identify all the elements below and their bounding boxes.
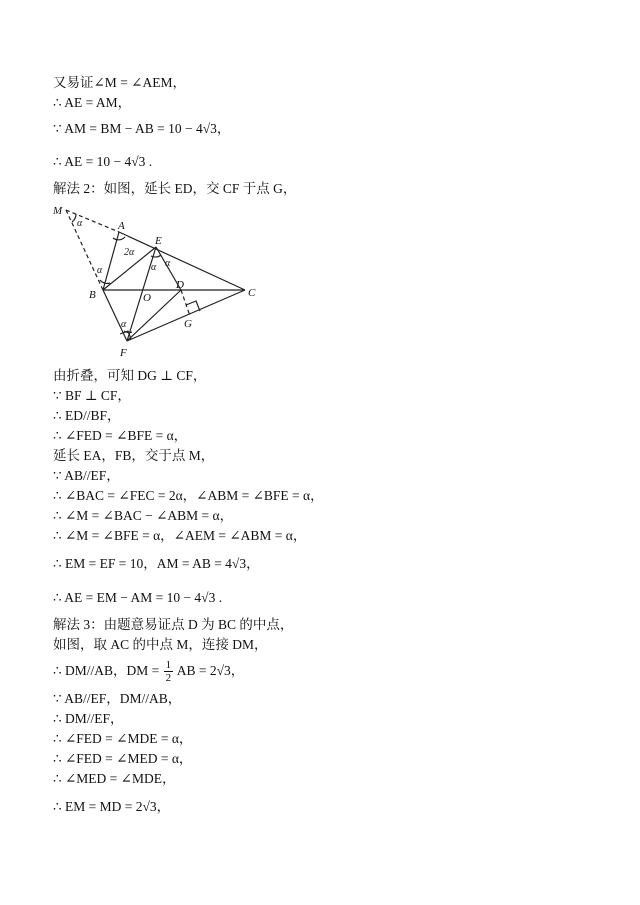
point-label-f: F	[120, 347, 127, 359]
point-label-o: O	[143, 292, 151, 304]
text-line: 解法 2：如图，延长 ED，交 CF 于点 G，	[53, 181, 297, 196]
geometry-figure	[50, 198, 270, 363]
text-line: ∵ AM = BM − AB = 10 − 4√3，	[53, 121, 231, 136]
text-line: ∴ AE = EM − AM = 10 − 4√3 .	[53, 590, 223, 605]
angle-arc-m	[72, 214, 76, 222]
angle-label-f: α	[121, 319, 127, 330]
point-label-c: C	[248, 287, 256, 299]
text-line: ∴ EM = MD = 2√3，	[53, 799, 171, 814]
text-line: 由折叠，可知 DG ⊥ CF，	[53, 368, 207, 383]
angle-label-e1: α	[151, 262, 157, 273]
text-line: ∴ ∠FED = ∠BFE = α，	[53, 428, 188, 443]
fraction	[164, 659, 174, 684]
text-line-fraction	[53, 656, 244, 686]
point-label-g: G	[184, 318, 192, 330]
text-line: ∵ AB//EF，	[53, 468, 120, 483]
angle-label-m: α	[77, 218, 83, 229]
text-line: ∴ AE = AM，	[53, 95, 132, 110]
text-line: ∴ ∠M = ∠BAC − ∠ABM = α，	[53, 508, 234, 523]
text-line: ∵ AB//EF，DM//AB，	[53, 691, 182, 706]
text-line: ∴ ED//BF，	[53, 408, 121, 423]
text-line: 延长 EA，FB，交于点 M，	[53, 448, 215, 463]
fraction-numerator: 1	[165, 659, 172, 672]
text-segment: ∴ DM//AB，DM =	[53, 663, 160, 678]
text-line: ∴ ∠BAC = ∠FEC = 2α，∠ABM = ∠BFE = α，	[53, 488, 324, 503]
segment-ab	[103, 232, 119, 290]
point-label-e: E	[155, 235, 162, 247]
text-line: ∴ DM//EF，	[53, 711, 124, 726]
fraction-denominator: 2	[165, 672, 172, 685]
text-line: ∴ ∠FED = ∠MDE = α，	[53, 731, 193, 746]
text-line: ∴ ∠FED = ∠MED = α，	[53, 751, 193, 766]
angle-label-a: 2α	[124, 247, 135, 258]
text-line: ∵ BF ⊥ CF，	[53, 388, 131, 403]
angle-arc-a	[113, 237, 125, 240]
point-label-m: M	[53, 205, 63, 217]
text-line: 解法 3：由题意易证点 D 为 BC 的中点，	[53, 617, 294, 632]
dashed-line-dg	[181, 290, 190, 316]
point-label-a: A	[118, 220, 125, 232]
point-label-b: B	[89, 289, 96, 301]
text-line: ∴ AE = 10 − 4√3 .	[53, 154, 153, 169]
right-angle-g	[186, 301, 200, 311]
text-line: ∴ ∠MED = ∠MDE，	[53, 771, 176, 786]
angle-label-e2: α	[165, 258, 171, 269]
text-line: ∴ EM = EF = 10，AM = AB = 4√3，	[53, 556, 260, 571]
text-line: 如图，取 AC 的中点 M，连接 DM，	[53, 637, 268, 652]
angle-label-b: α	[97, 265, 103, 276]
text-line: ∴ ∠M = ∠BFE = α，∠AEM = ∠ABM = α，	[53, 528, 307, 543]
angle-arc-e	[151, 255, 161, 257]
dashed-line-mb	[66, 210, 103, 290]
text-line: 又易证∠M = ∠AEM，	[53, 75, 186, 90]
point-label-d: D	[176, 279, 184, 291]
text-segment: AB = 2√3，	[176, 663, 245, 678]
